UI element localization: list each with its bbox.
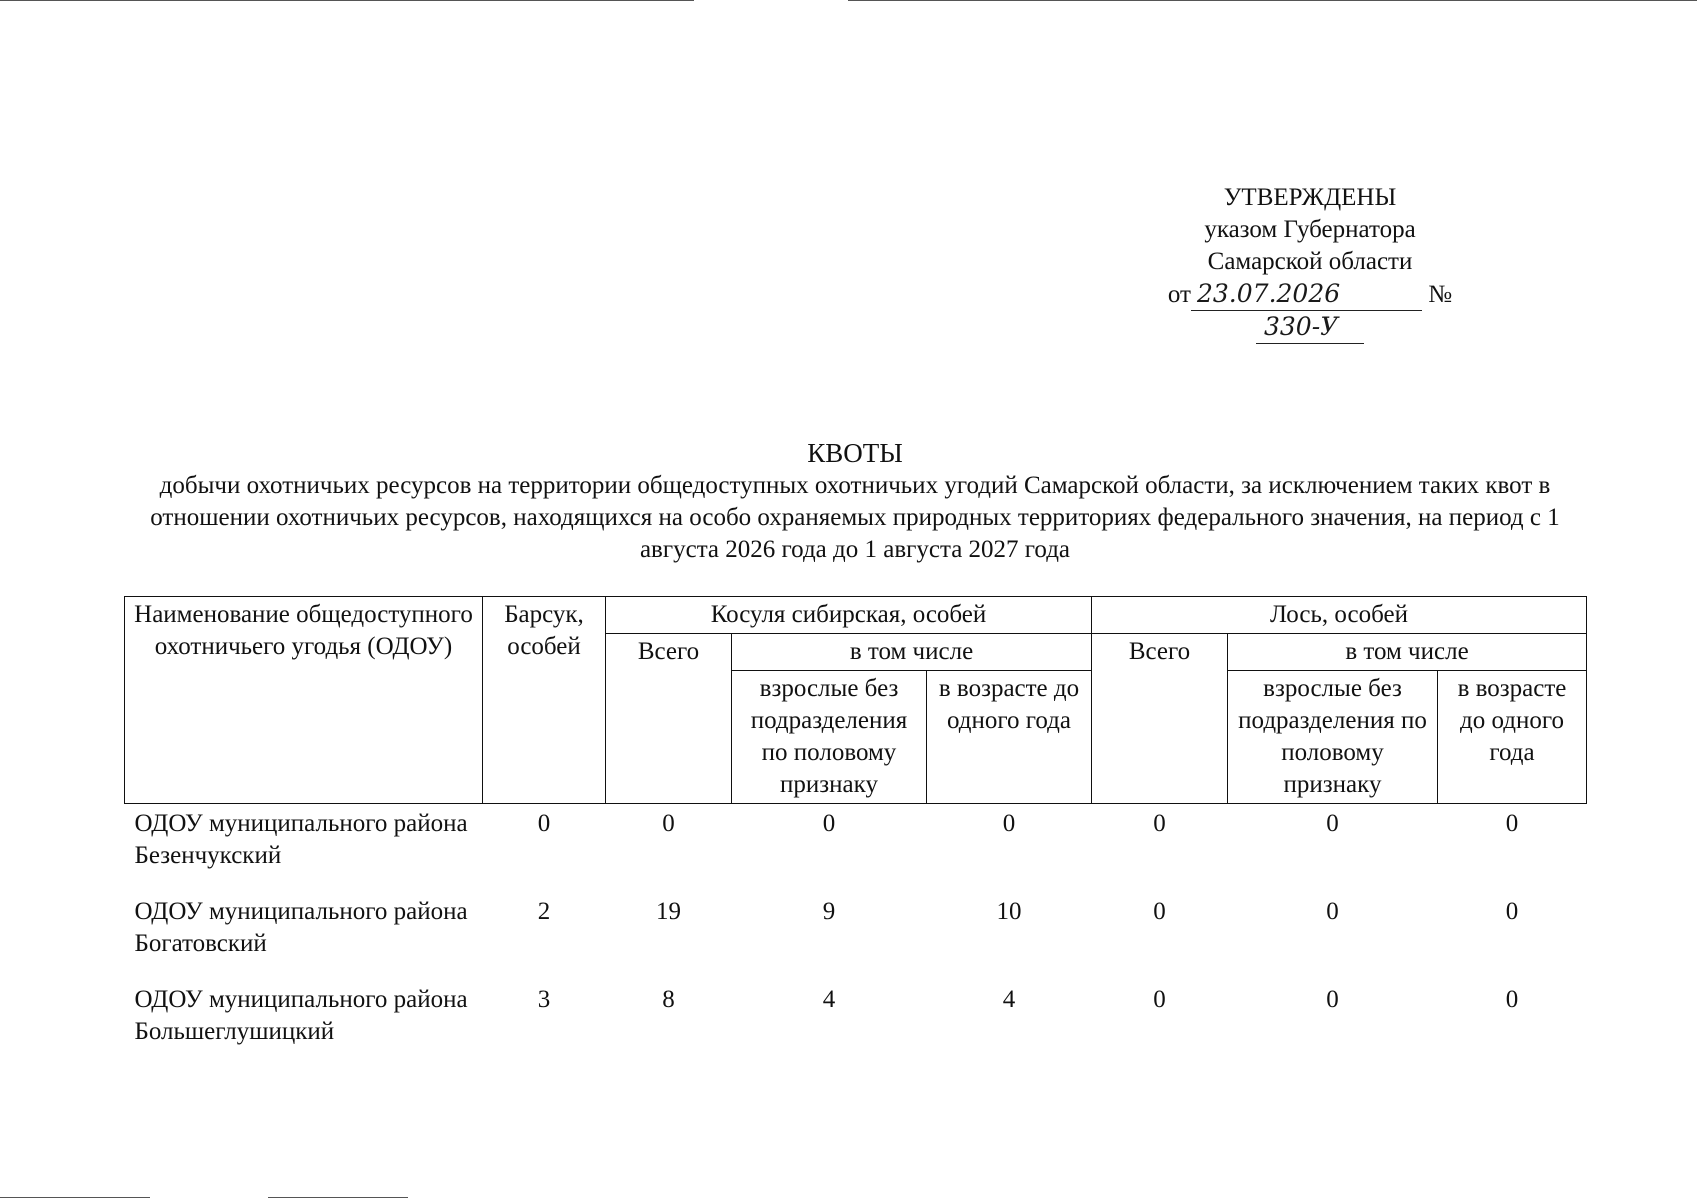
row-roe-total: 8 xyxy=(662,986,675,1013)
table-body xyxy=(125,804,1587,1069)
header-roe-total: Всего xyxy=(606,634,732,804)
row-elk-total: 0 xyxy=(1153,986,1166,1013)
table-row xyxy=(125,804,1587,893)
scan-edge-line-top-left xyxy=(0,0,694,1)
header-elk: Лось, особей xyxy=(1092,597,1587,634)
row-elk-young: 0 xyxy=(1505,810,1519,837)
row-elk-total: 0 xyxy=(1153,898,1166,925)
handwritten-decree-number: 330-У xyxy=(1256,311,1364,344)
row-odou-name: ОДОУ муниципального района Безенчукский xyxy=(134,810,468,869)
row-elk-adults: 0 xyxy=(1326,986,1339,1013)
number-prefix: № xyxy=(1428,281,1453,308)
approval-date-number-line xyxy=(1130,278,1490,344)
row-roe-young: 10 xyxy=(996,898,1022,925)
approval-heading: УТВЕРЖДЕНЫ xyxy=(1223,184,1397,211)
row-roe-adults: 4 xyxy=(822,986,836,1013)
header-elk-including: в том числе xyxy=(1228,634,1587,671)
scan-edge-line-top-right xyxy=(848,0,1697,1)
header-elk-total: Всего xyxy=(1092,634,1228,804)
row-elk-young: 0 xyxy=(1505,986,1519,1013)
header-badger: Барсук, особей xyxy=(483,597,606,804)
table-row xyxy=(125,892,1587,980)
row-roe-total: 0 xyxy=(662,810,675,837)
row-badger: 3 xyxy=(537,986,551,1013)
approval-stamp-block xyxy=(1130,182,1490,344)
scan-edge-line-bottom-mid xyxy=(268,1197,408,1198)
header-odou-name: Наименование общедоступного охотничьего угодья (ОДОУ) xyxy=(125,597,483,804)
row-elk-young: 0 xyxy=(1505,898,1519,925)
scan-edge-line-bottom-left xyxy=(0,1197,150,1198)
row-odou-name: ОДОУ муниципального района Богатовский xyxy=(134,898,468,957)
row-roe-young: 4 xyxy=(1002,986,1016,1013)
header-elk-under-one: в возрасте до одного года xyxy=(1438,671,1587,804)
title-heading: КВОТЫ xyxy=(807,438,903,468)
row-badger: 0 xyxy=(537,810,551,837)
approval-region: Самарской области xyxy=(1207,248,1413,275)
header-roe-under-one: в возрасте до одного года xyxy=(927,671,1092,804)
header-roe-including: в том числе xyxy=(732,634,1092,671)
title-subtitle: добычи охотничьих ресурсов на территории общедоступных охотничьих угодий Самарской области, за исключением таких квот в отношении охотничьих ресурсов, находящихся на особо охраняемых природных территориях федерального значения, на период с 1 августа 2026 года до 1 августа 2027 года xyxy=(150,472,1560,563)
row-odou-name: ОДОУ муниципального района Большеглушицкий xyxy=(134,986,468,1045)
handwritten-date: 23.07.2026 xyxy=(1191,278,1422,311)
header-roe-adults: взрослые без подразделения по половому признаку xyxy=(732,671,927,804)
row-elk-adults: 0 xyxy=(1326,898,1339,925)
date-prefix: от xyxy=(1167,281,1191,308)
row-elk-total: 0 xyxy=(1153,810,1166,837)
row-roe-adults: 0 xyxy=(822,810,836,837)
table-row xyxy=(125,980,1587,1068)
row-badger: 2 xyxy=(537,898,551,925)
row-roe-adults: 9 xyxy=(822,898,836,925)
approval-issuer: указом Губернатора xyxy=(1204,216,1416,243)
header-elk-adults: взрослые без подразделения по половому признаку xyxy=(1228,671,1438,804)
header-roe-deer: Косуля сибирская, особей xyxy=(606,597,1092,634)
row-roe-young: 0 xyxy=(1002,810,1016,837)
table-header xyxy=(125,597,1587,804)
quota-table xyxy=(124,596,1587,1068)
row-elk-adults: 0 xyxy=(1326,810,1339,837)
document-title xyxy=(110,437,1600,566)
row-roe-total: 19 xyxy=(656,898,681,925)
